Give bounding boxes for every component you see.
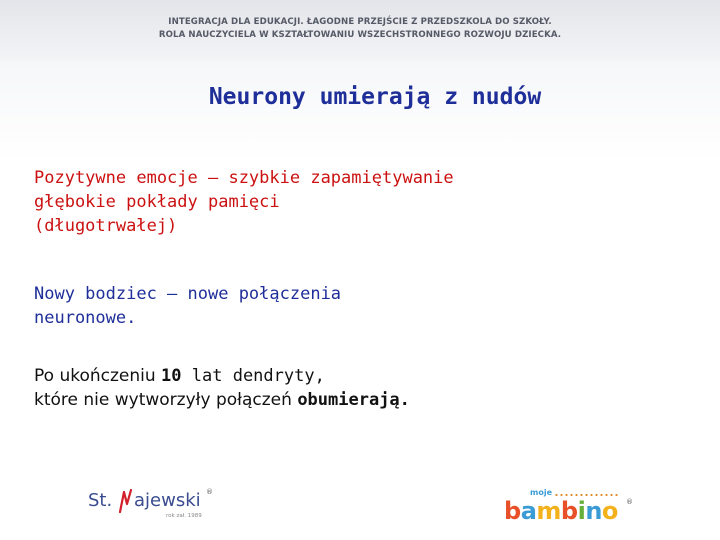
paragraph-dendrites-line1 <box>34 364 694 388</box>
paragraph-dendrites-line2 <box>34 388 694 412</box>
bambino-letter: i <box>577 497 586 525</box>
logo-moje-text: moje <box>530 488 552 497</box>
bambino-letter: a <box>520 497 537 525</box>
paragraph-emotions-line2: głębokie pokłady pamięci <box>34 192 280 212</box>
bambino-letter: b <box>560 497 578 525</box>
logo-registered-mark: ® <box>206 488 213 496</box>
paragraph-dendrites <box>34 364 694 412</box>
moje-bambino-logo <box>500 488 640 526</box>
logo-dots-decoration <box>554 494 620 496</box>
bambino-letter: o <box>601 497 618 525</box>
header-title-line2: ROLA NAUCZYCIELA W KSZTAŁTOWANIU WSZECHSTRONNEGO ROZWOJU DZIECKA. <box>158 30 562 40</box>
paragraph-stimulus-line1: Nowy bodziec – nowe połączenia <box>34 284 342 304</box>
dendrites-text-a: Po ukończeniu <box>34 366 162 386</box>
paragraph-emotions <box>34 166 694 238</box>
dendrites-number: 10 <box>161 366 182 386</box>
bambino-letter: n <box>585 497 602 525</box>
logo-bambino-word <box>504 497 618 525</box>
paragraph-emotions-line1: Pozytywne emocje – szybkie zapamiętywanie <box>34 168 454 188</box>
stmajewski-logo <box>88 488 218 524</box>
paragraph-stimulus <box>34 282 694 330</box>
paragraph-stimulus-line2: neuronowe. <box>34 308 137 328</box>
header-title-line1: INTEGRACJA DLA EDUKACJI. ŁAGODNE PRZEJŚCIE Z PRZEDSZKOLA DO SZKOŁY. <box>168 17 552 27</box>
slide-title: Neurony umierają z nudów <box>208 84 542 110</box>
dendrites-period: . <box>399 390 410 410</box>
logo-st-text: St. <box>88 490 113 511</box>
logo-m-mark-icon <box>118 488 134 514</box>
dendrites-text-c: które nie wytworzyły połączeń <box>34 390 298 410</box>
paragraph-emotions-line3: (długotrwałej) <box>34 216 178 236</box>
dendrites-text-b: lat dendryty, <box>181 366 325 386</box>
logo-subtitle: rok zał. 1989 <box>166 513 202 519</box>
bambino-letter: b <box>504 497 521 525</box>
bambino-letter: m <box>536 497 561 525</box>
logo-ajewski-text: ajewski <box>134 490 201 511</box>
logo-bambino-registered: ® <box>626 498 633 506</box>
dendrites-emphasis: obumierają <box>297 390 400 410</box>
header-band <box>0 0 720 60</box>
